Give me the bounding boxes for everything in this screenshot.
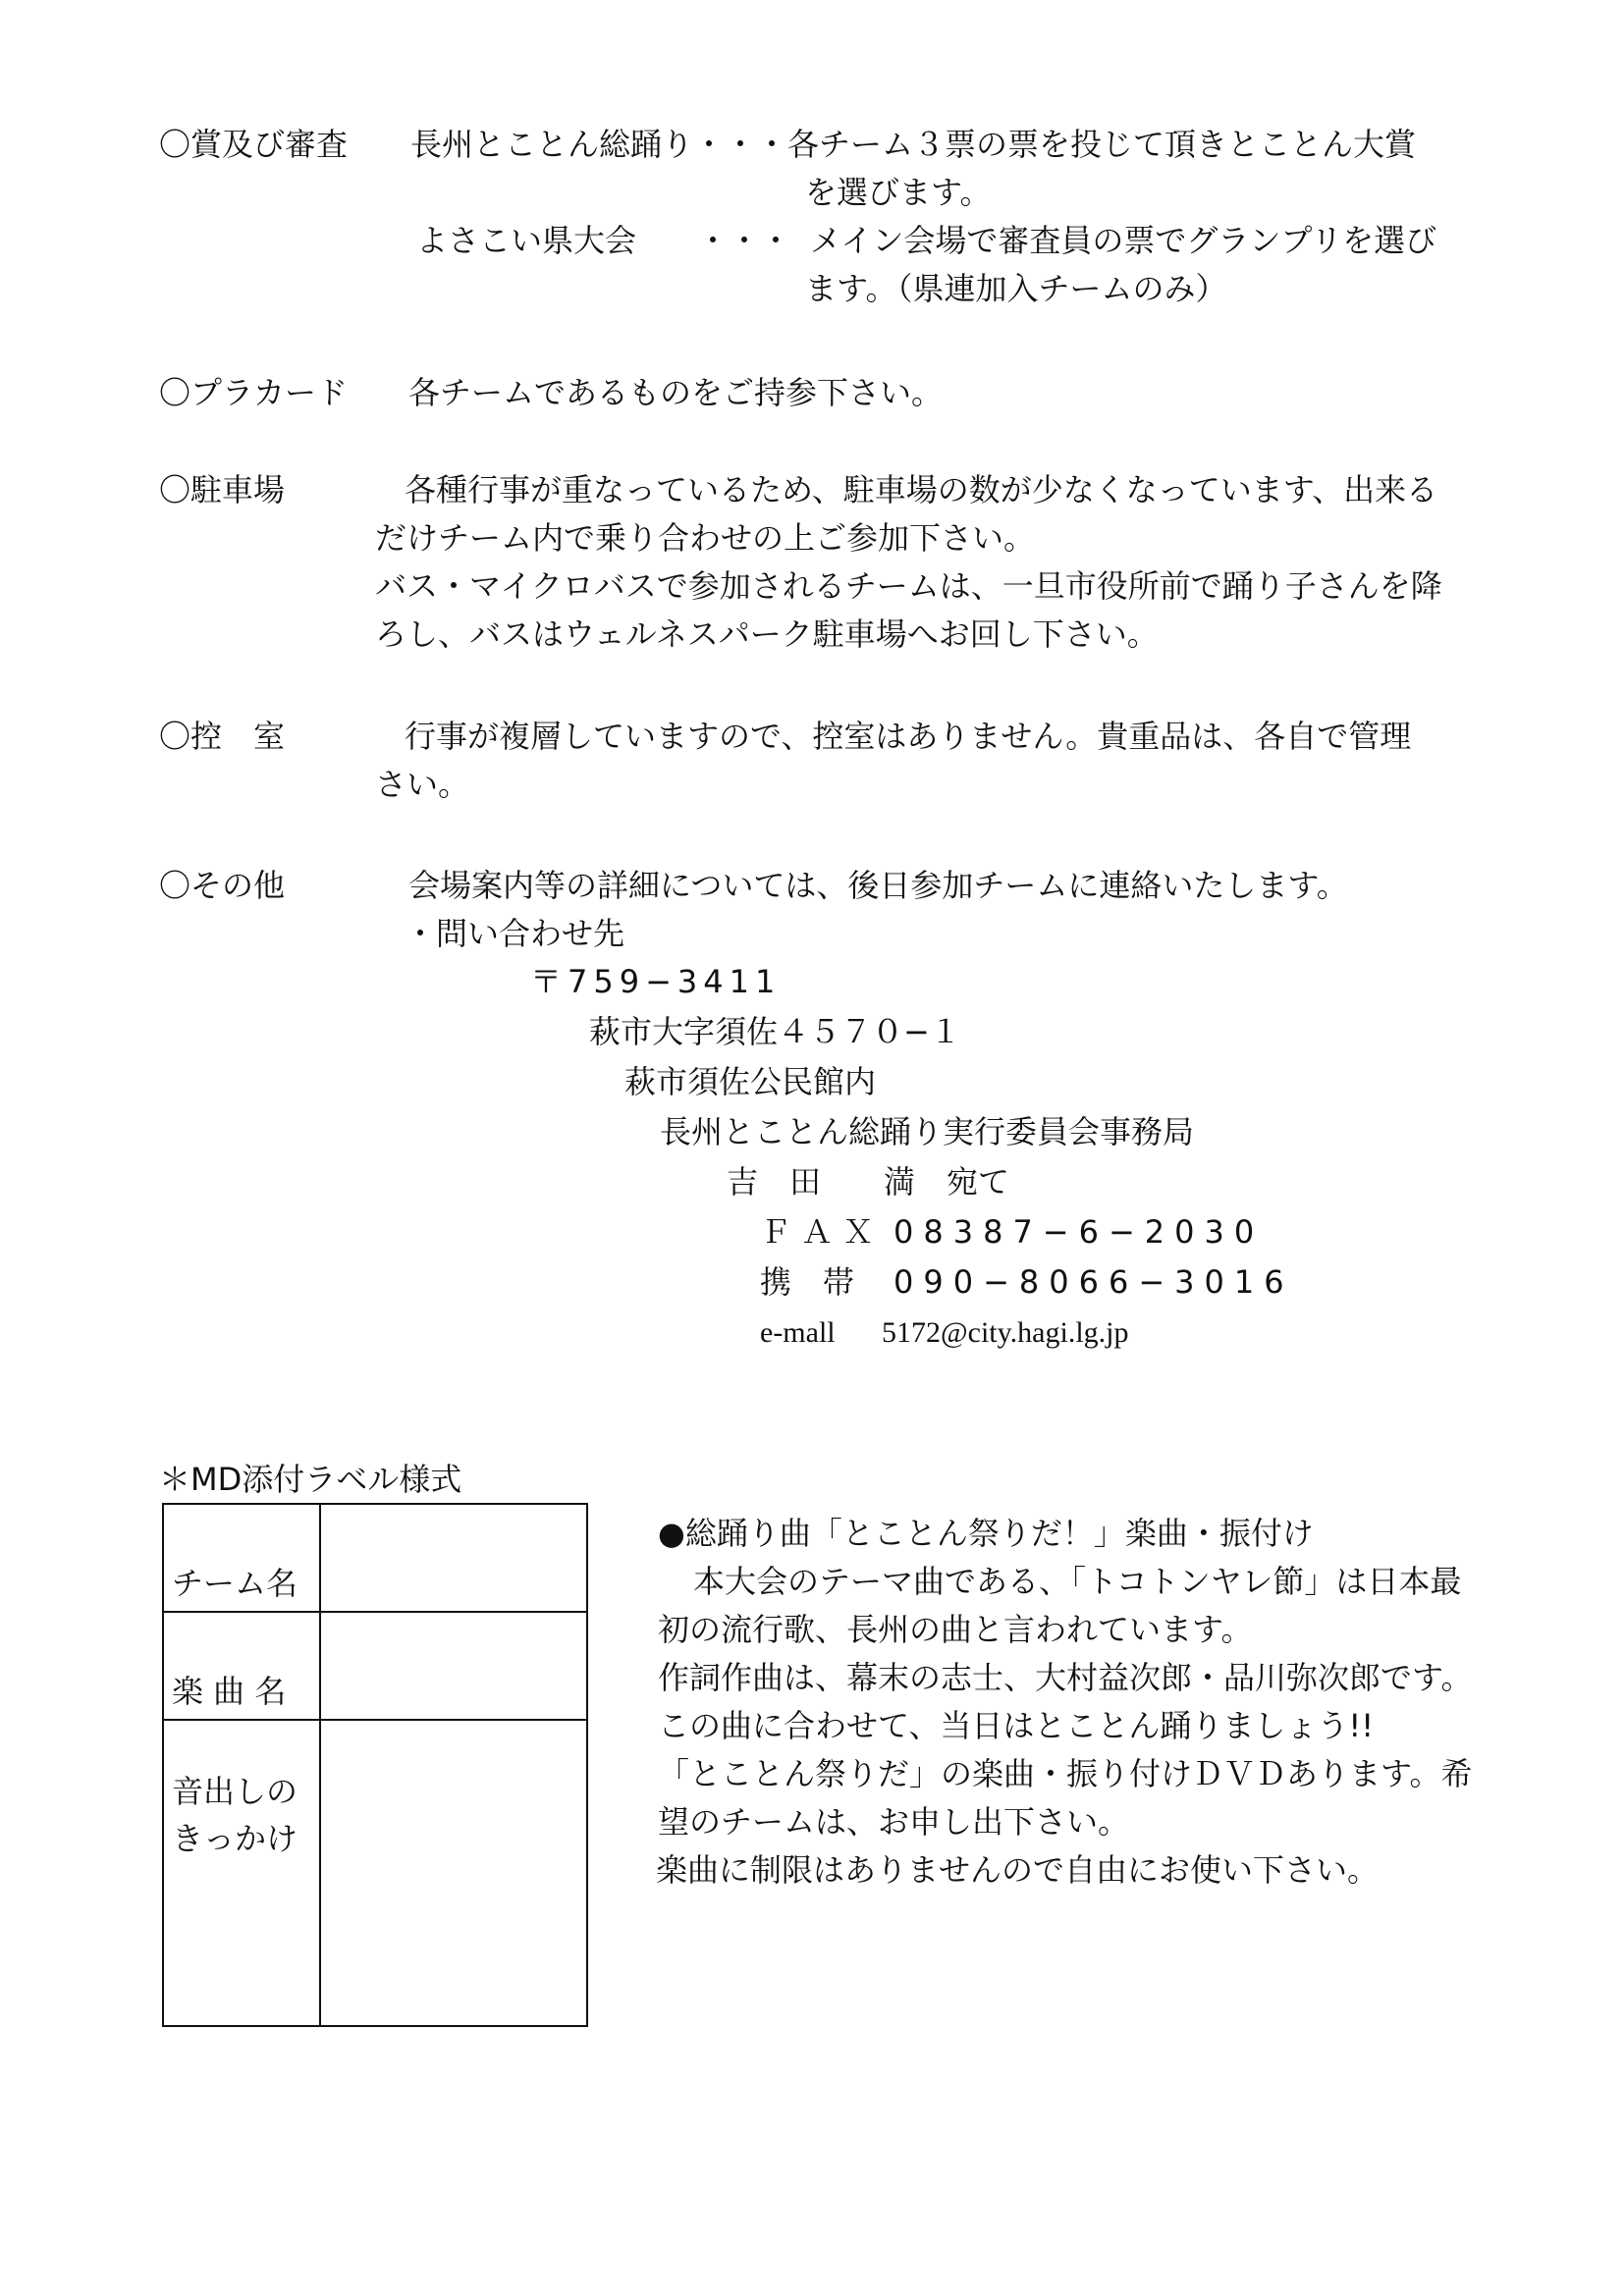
award-line-3b: ・・・	[697, 222, 792, 259]
contact-address: 萩市大字須佐４５７０−１	[589, 1013, 961, 1050]
contact-building: 萩市須佐公民館内	[624, 1063, 877, 1100]
parking-line-2: だけチーム内で乗り合わせの上ご参加下さい。	[375, 519, 1036, 557]
contact-person: 吉 田 満 宛て	[727, 1163, 1010, 1201]
parking-heading: 〇駐車場	[159, 471, 286, 508]
placard-text: 各チームであるものをご持参下さい。	[408, 374, 944, 411]
placard-heading: 〇プラカード	[159, 374, 349, 411]
md-label-caption: ＊MD添付ラベル様式	[159, 1461, 462, 1498]
award-line-3c: メイン会場で審査員の票でグランプリを選び	[810, 222, 1437, 259]
other-text: 会場案内等の詳細については、後日参加チームに連絡いたします。	[408, 867, 1348, 904]
md-label-table	[162, 1503, 588, 2027]
song-line-6: 望のチームは、お申し出下さい。	[658, 1803, 1130, 1841]
contact-fax-label: ＦＡＸ	[760, 1213, 885, 1251]
contact-email: 5172@city.hagi.lg.jp	[882, 1316, 1129, 1349]
song-line-7: 楽曲に制限はありませんので自由にお使い下さい。	[656, 1851, 1380, 1889]
waiting-heading: 〇控 室	[159, 718, 286, 755]
song-name-field[interactable]	[320, 1612, 587, 1720]
table-row	[163, 1504, 587, 1612]
team-name-field[interactable]	[320, 1504, 587, 1612]
contact-label: ・問い合わせ先	[405, 915, 625, 952]
sound-cue-label-line-2: きっかけ	[172, 1820, 298, 1857]
parking-line-1: 各種行事が重なっているため、駐車場の数が少なくなっています、出来る	[405, 471, 1438, 508]
sound-cue-field[interactable]	[320, 1720, 587, 2026]
award-heading: 〇賞及び審査	[159, 126, 349, 163]
contact-fax: 08387−6−2030	[893, 1213, 1265, 1251]
song-line-5: 「とことん祭りだ」の楽曲・振り付けＤＶＤあります。希	[658, 1755, 1473, 1792]
contact-office: 長州とことん総踊り実行委員会事務局	[660, 1113, 1195, 1150]
award-line-1: 長州とことん総踊り・・・各チーム３票の票を投じて頂きとことん大賞	[410, 126, 1417, 163]
contact-postal: 〒759−3411	[530, 963, 782, 1000]
award-line-3a: よさこい県大会	[416, 222, 637, 259]
table-row	[163, 1720, 587, 2026]
contact-mobile-label: 携 帯	[760, 1263, 855, 1301]
table-row	[163, 1612, 587, 1720]
song-line-4: この曲に合わせて、当日はとことん踊りましょう!!	[658, 1707, 1375, 1744]
song-name-label: 楽 曲 名	[163, 1612, 320, 1720]
song-line-1: 本大会のテーマ曲である、「トコトンヤレ節」は日本最	[693, 1563, 1462, 1600]
parking-line-4: ろし、バスはウェルネスパーク駐車場へお回し下さい。	[375, 615, 1159, 653]
song-line-2: 初の流行歌、長州の曲と言われています。	[658, 1611, 1253, 1648]
waiting-line-1: 行事が複層していますので、控室はありません。貴重品は、各自で管理	[405, 718, 1412, 755]
song-line-3: 作詞作曲は、幕末の志士、大村益次郎・品川弥次郎です。	[658, 1659, 1473, 1696]
other-heading: 〇その他	[159, 867, 286, 904]
parking-line-3: バス・マイクロバスで参加されるチームは、一旦市役所前で踊り子さんを降	[375, 567, 1442, 605]
team-name-label: チーム名	[163, 1504, 320, 1612]
contact-mobile: 090−8066−3016	[893, 1263, 1294, 1301]
sound-cue-label	[163, 1720, 320, 2026]
song-heading: ●総踊り曲「とことん祭りだ！」楽曲・振付け	[658, 1515, 1314, 1552]
sound-cue-label-line-1: 音出しの	[172, 1773, 298, 1810]
waiting-line-2: さい。	[375, 766, 470, 803]
award-line-4: ます。（県連加入チームのみ）	[805, 270, 1227, 307]
contact-email-label: e-mall	[760, 1316, 836, 1349]
award-line-2: を選びます。	[805, 174, 992, 211]
